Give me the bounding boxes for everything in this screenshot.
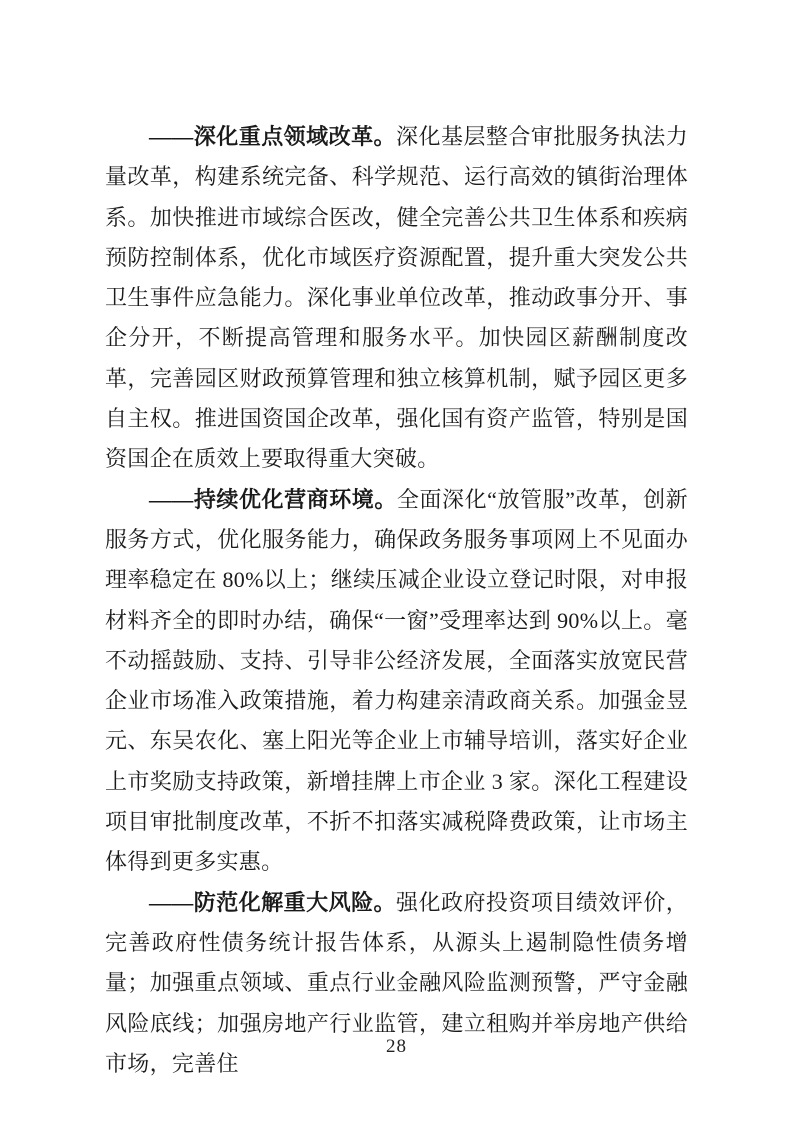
paragraph-deepen-key-reforms (105, 117, 688, 480)
paragraph-body-text: 强化政府投资项目绩效评价，完善政府性债务统计报告体系，从源头上遏制隐性债务增量；加强重点领域、重点行业金融风险监测预警，严守金融风险底线；加强房地产行业监管，建立租购并举房地产供给市场，完善住 (105, 889, 688, 1076)
page-number: 28 (386, 1036, 407, 1057)
paragraph-lead-bold: ——防范化解重大风险。 (149, 889, 397, 915)
paragraph-body-text: 全面深化“放管服”改革，创新服务方式，优化服务能力，确保政务服务事项网上不见面办理率稳定在 80%以上；继续压减企业设立登记时限，对申报材料齐全的即时办结，确保“一窗”受理率达到 90%以上。毫不动摇鼓励、支持、引导非公经济发展，全面落实放宽民营企业市场准入政策措施，着力构建亲清政商关系。加强金昱元、东吴农化、塞上阳光等企业上市辅导培训，落实好企业上市奖励支持政策，新增挂牌上市企业 3 家。深化工程建设项目审批制度改革，不折不扣落实减税降费政策，让市场主体得到更多实惠。 (105, 486, 688, 875)
paragraph-lead-bold: ——深化重点领域改革。 (149, 124, 397, 149)
paragraph-optimize-business-environment (105, 480, 688, 883)
paragraph-lead-bold: ——持续优化营商环境。 (149, 486, 397, 512)
document-body (105, 117, 688, 1084)
paragraph-body-text: 深化基层整合审批服务执法力量改革，构建系统完备、科学规范、运行高效的镇街治理体系。加快推进市域综合医改，健全完善公共卫生体系和疾病预防控制体系，优化市域医疗资源配置，提升重大突发公共卫生事件应急能力。深化事业单位改革，推动政事分开、事企分开，不断提高管理和服务水平。加快园区薪酬制度改革，完善园区财政预算管理和独立核算机制，赋予园区更多自主权。推进国资国企改革，强化国有资产监管，特别是国资国企在质效上要取得重大突破。 (105, 124, 688, 472)
